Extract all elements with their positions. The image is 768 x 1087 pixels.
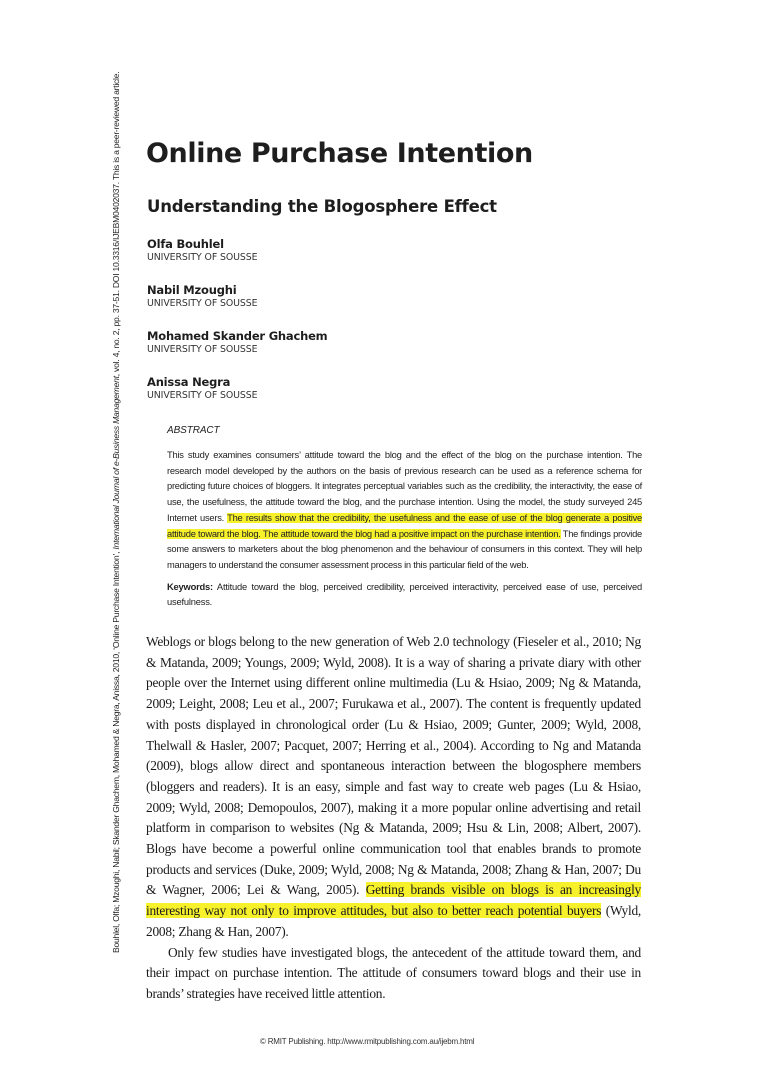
citation-prefix: Bouhlel, Olfa; Mzoughi, Nabil; Skander Ghachem, Mohamed & Negra, Anissa, 2010, ‘Online Purchase Intention’,: [111, 551, 121, 953]
author-affiliation: UNIVERSITY OF SOUSSE: [147, 252, 258, 263]
author-affiliation: UNIVERSITY OF SOUSSE: [147, 390, 258, 401]
paragraph-text: Weblogs or blogs belong to the new generation of Web 2.0 technology (Fieseler et al., 2010; Ng & Matanda, 2009; Youngs, 2009; Wyld, 2008). It is a way of sharing a private diary with other people over the Internet using different online multimedia (Lu & Hsiao, 2009; Ng & Matanda, 2009; Leight, 2008; Leu et al., 2007; Furukawa et al., 2007). The content is frequently updated with posts displayed in chronological order (Lu & Hsiao, 2009; Gunter, 2009; Wyld, 2008, Thelwall & Hasler, 2007; Pacquet, 2007; Herring et al., 2004). According to Ng and Matanda (2009), blogs allow direct and spontaneous interaction between the blogosphere members (bloggers and readers). It is an easy, simple and fast way to create web pages (Lu & Hsiao, 2009; Wyld, 2008; Demopoulos, 2007), making it a more popular online advertising and retail platform in comparison to websites (Ng & Matanda, 2009; Hsu & Lin, 2008; Albert, 2007). Blogs have become a powerful online communication tool that enables brands to promote products and services (Duke, 2009; Wyld, 2008; Ng & Matanda, 2008; Zhang & Han, 2007; Du & Wagner, 2006; Lei & Wang, 2005).: [146, 634, 641, 898]
keywords-label: Keywords:: [167, 581, 213, 592]
citation-suffix: , vol. 4, no. 2, pp. 37-51. DOI 10.3316/IJEBM0402037. This is a peer-reviewed article.: [111, 71, 121, 377]
keywords-list: Attitude toward the blog, perceived credibility, perceived interactivity, perceived ease of use, perceived usefulness.: [167, 581, 642, 608]
author-block: [147, 237, 327, 283]
body-paragraph: Only few studies have investigated blogs, the antecedent of the attitude toward them, and their impact on purchase intention. The attitude of consumers toward blogs and their use in brands’ strategies have received little attention.: [146, 944, 641, 1001]
abstract-highlight: The results show that the credibility, the usefulness and the ease of use of the blog generate a positive attitude toward the blog. The attitude toward the blog had a positive impact on the purchase intention.: [167, 512, 643, 539]
abstract-text-end: The findings provide some answers to marketers about the blog phenomenon and the behaviour of consumers in this context. They will help managers to understand the consumer assessment process in this particular field of the web.: [167, 528, 642, 570]
keywords: [167, 580, 642, 611]
author-affiliation: UNIVERSITY OF SOUSSE: [147, 344, 258, 355]
body-highlight: Getting brands visible on blogs is an increasingly interesting way not only to improve attitudes, but also to better reach potential buyers: [146, 882, 641, 919]
abstract-text: [167, 448, 642, 574]
abstract-heading: ABSTRACT: [167, 425, 220, 436]
author-affiliation: UNIVERSITY OF SOUSSE: [147, 298, 258, 309]
paragraph-text-end: (Wyld, 2008; Zhang & Han, 2007).: [146, 903, 641, 939]
author-name: Mohamed Skander Ghachem: [147, 329, 328, 343]
article-title: Online Purchase Intention: [146, 138, 533, 169]
article-subtitle: Understanding the Blogosphere Effect: [147, 197, 497, 216]
author-list: [147, 237, 327, 421]
author-block: [147, 375, 327, 421]
author-block: [147, 329, 327, 375]
author-name: Anissa Negra: [147, 375, 231, 389]
body-text: [146, 632, 641, 1005]
footer-copyright: © RMIT Publishing. http://www.rmitpublishing.com.au/ijebm.html: [260, 1037, 475, 1046]
side-citation: [110, 73, 122, 953]
author-block: [147, 283, 327, 329]
abstract-text-start: This study examines consumers’ attitude toward the blog and the effect of the blog on the purchase intention. The research model developed by the authors on the basis of previous research can be used as a reference schema for predicting future choices of bloggers. It integrates perceptual variables such as the credibility, the interactivity, the ease of use, the usefulness, the attitude toward the blog, and the purchase intention. Using the model, the study surveyed 245 Internet users.: [167, 450, 642, 523]
author-name: Nabil Mzoughi: [147, 283, 237, 297]
body-paragraph: [146, 632, 641, 943]
abstract-section: [167, 425, 642, 611]
citation-journal: International Journal of e-Business Management: [111, 376, 121, 550]
author-name: Olfa Bouhlel: [147, 237, 224, 251]
